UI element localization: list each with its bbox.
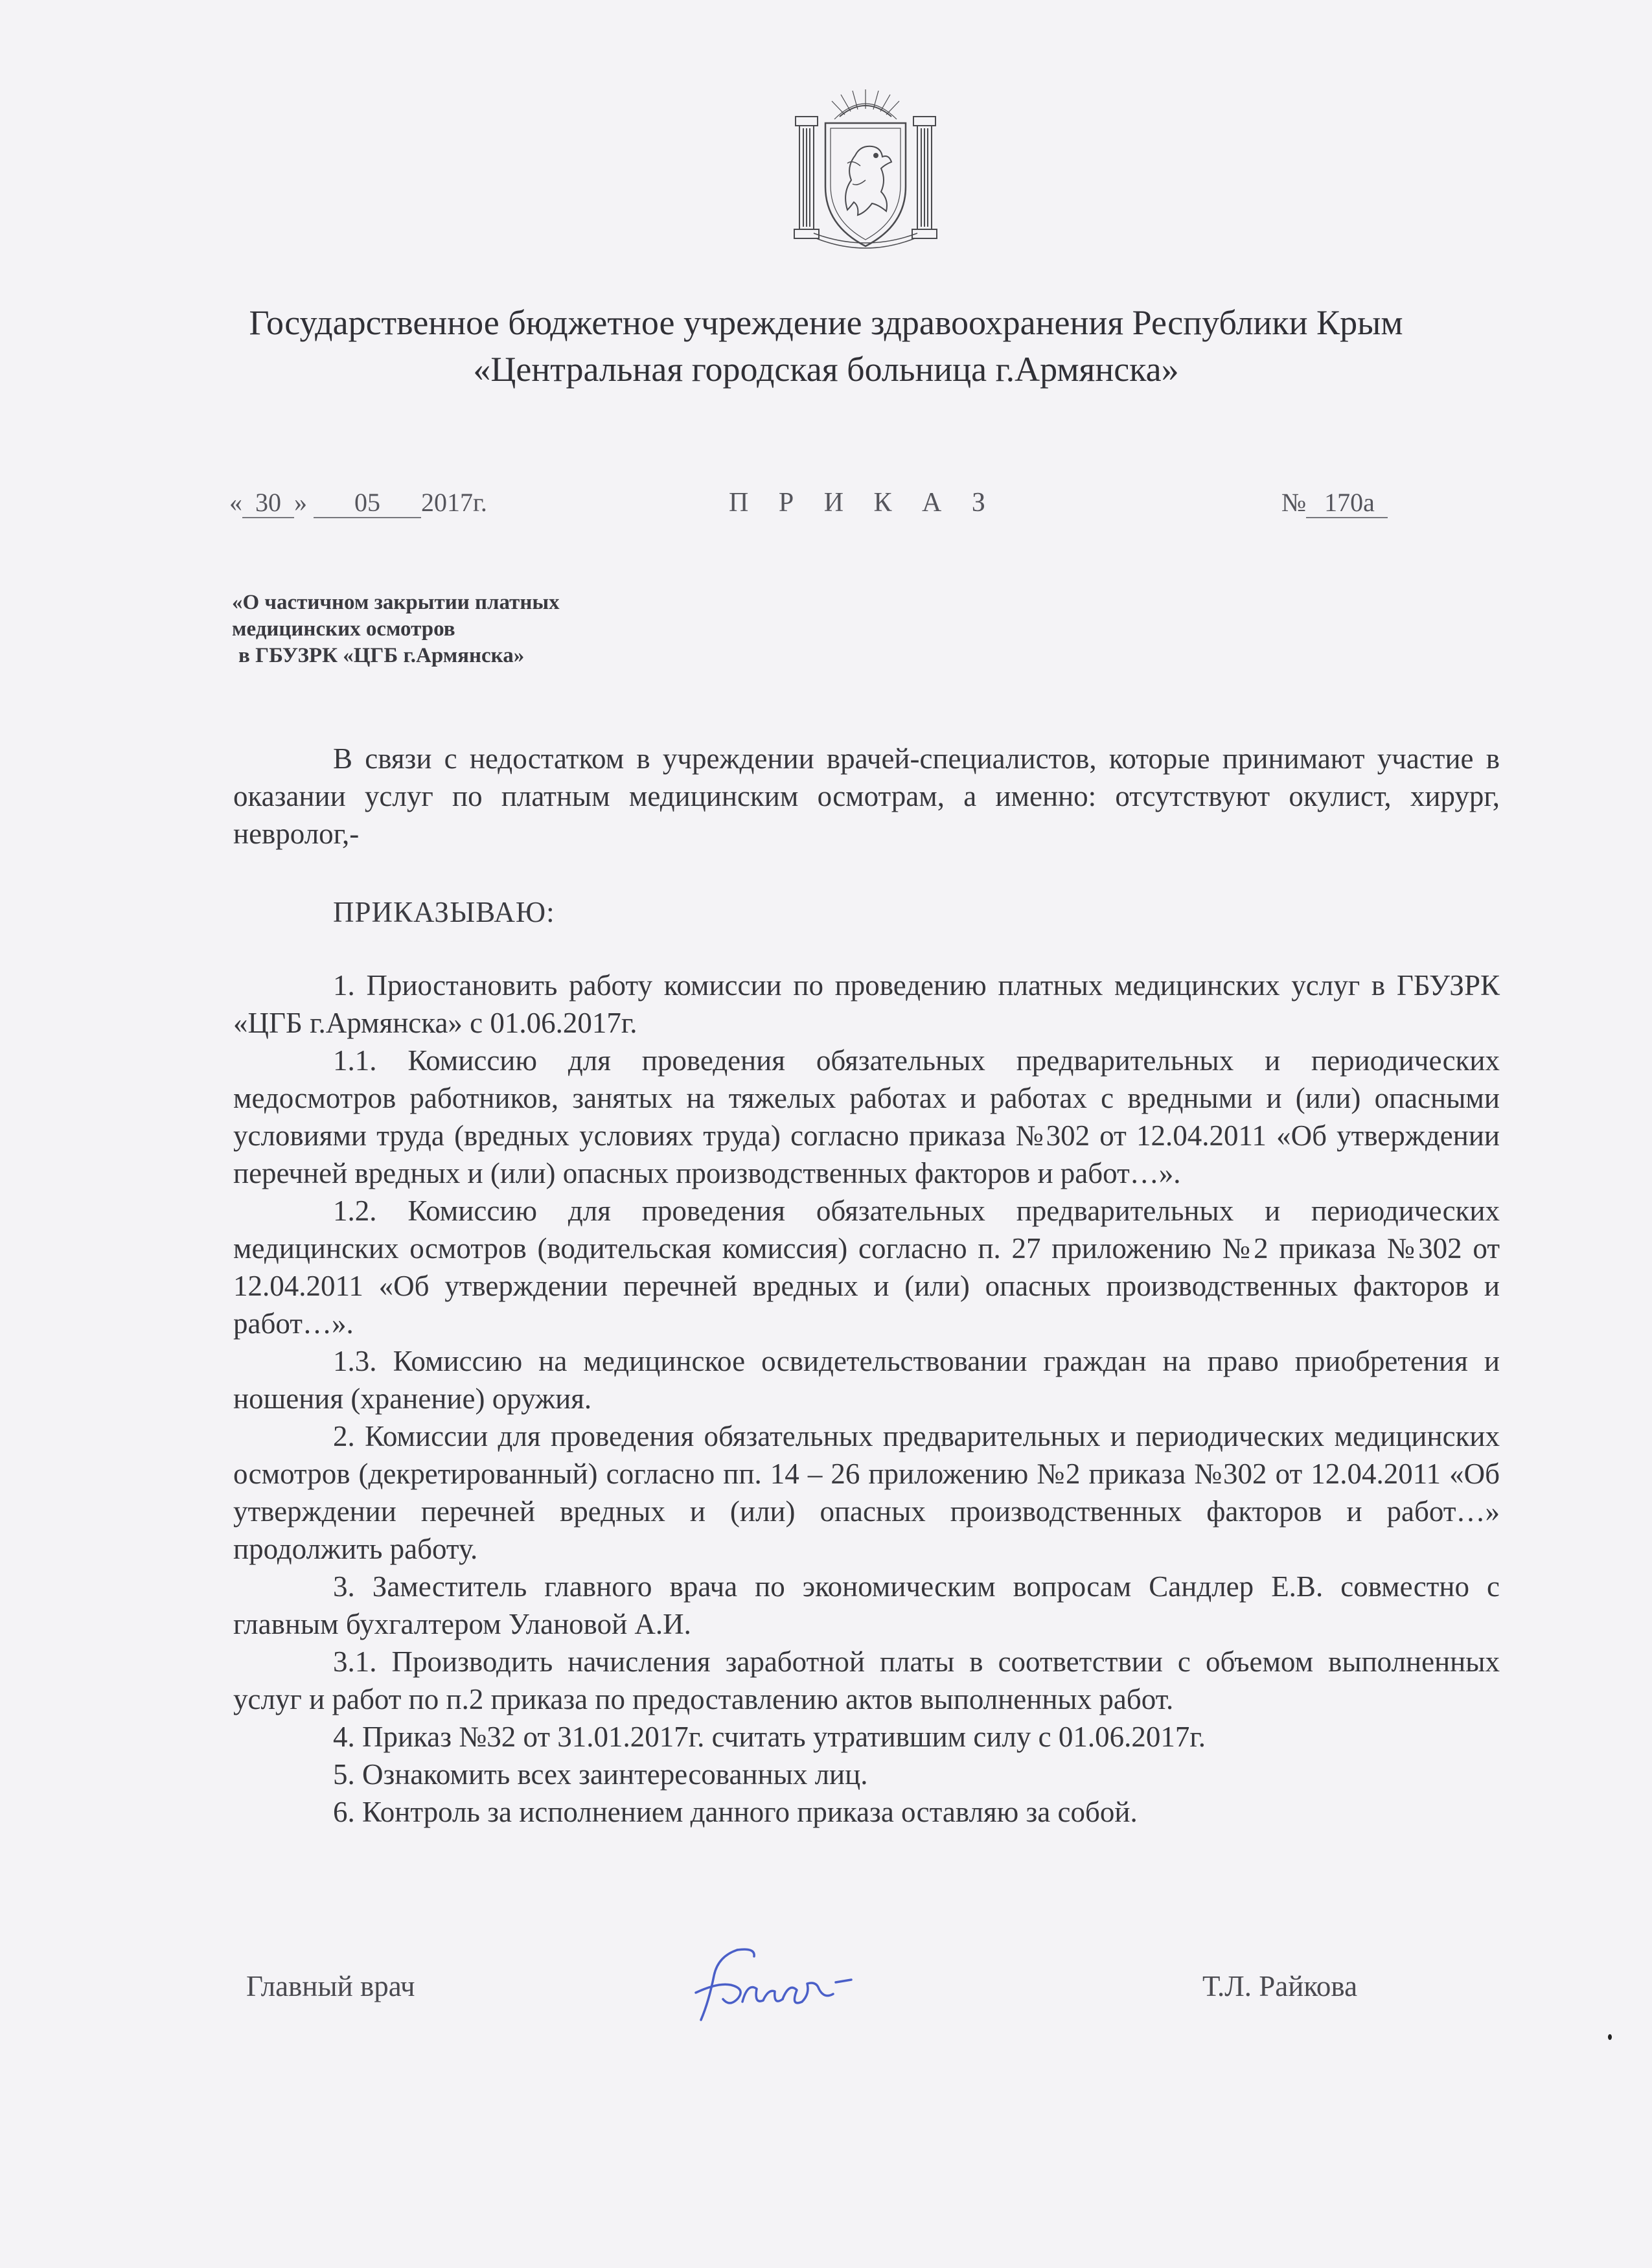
organization-header [194, 299, 1458, 393]
order-title: П Р И К А З [729, 488, 997, 518]
order-item: 1.1. Комиссию для проведения обязательных предварительных и периодических медосмотров работников, занятых на тяжелых работах и работах с вредными и (или) опасными условиями труда (вредных условиях труда) согласно приказа №302 от 12.04.2011 «Об утверждении перечней вредных и (или) опасных производственных факторов и работ…». [233, 1044, 1500, 1189]
subject-line3: в ГБУЗРК «ЦГБ г.Армянска» [238, 644, 525, 667]
crimea-coat-of-arms-icon [775, 83, 956, 258]
order-item: 2. Комиссии для проведения обязательных предварительных и периодических медицинских осмотров (декретированный) согласно пп. 14 – 26 приложению №2 приказа №302 от 12.04.2011 «Об утверждении перечней вредных и (или) опасных производственных факторов и работ…» продолжить работу. [233, 1420, 1500, 1565]
subject-line2: медицинских осмотров [232, 617, 455, 641]
order-item: 1.3. Комиссию на медицинское освидетельствовании граждан на право приобретения и ношения (хранение) оружия. [233, 1345, 1500, 1415]
scan-speck [1608, 2034, 1612, 2040]
order-subject [232, 590, 560, 669]
signatory-position: Главный врач [246, 1970, 415, 2002]
order-date [229, 487, 487, 518]
signatory-name: Т.Л. Райкова [1202, 1970, 1358, 2002]
order-month: 05 [314, 488, 421, 518]
date-quote-open: « [229, 488, 242, 517]
order-item: 4. Приказ №32 от 31.01.2017г. считать утратившим силу с 01.06.2017г. [333, 1721, 1206, 1753]
order-number: 170а [1306, 488, 1388, 518]
order-day: 30 [242, 488, 294, 518]
order-item: 3.1. Производить начисления заработной платы в соответствии с объемом выполненных услуг и работ по п.2 приказа по предоставлению актов выполненных работ. [233, 1645, 1500, 1715]
order-number-prefix: № [1281, 488, 1307, 517]
order-items [233, 967, 1500, 1831]
order-item: 3. Заместитель главного врача по экономическим вопросам Сандлер Е.В. совместно с главным бухгалтером Улановой А.И. [233, 1570, 1500, 1640]
order-directive-heading: ПРИКАЗЫВАЮ: [333, 896, 555, 928]
order-item: 6. Контроль за исполнением данного приказа оставляю за собой. [333, 1796, 1138, 1828]
handwritten-signature [692, 1937, 880, 2034]
order-number-block [1281, 487, 1388, 518]
order-item: 1.2. Комиссию для проведения обязательных предварительных и периодических медицинских осмотров (водительская комиссия) согласно п. 27 приложению №2 приказа №302 от 12.04.2011 «Об утверждении перечней вредных и (или) опасных производственных факторов и работ…». [233, 1195, 1500, 1340]
organization-name-line1: Государственное бюджетное учреждение здравоохранения Республики Крым [249, 303, 1403, 342]
order-year: 2017г. [421, 488, 487, 517]
order-item: 5. Ознакомить всех заинтересованных лиц. [333, 1758, 868, 1791]
subject-line1: «О частичном закрытии платных [232, 591, 560, 614]
date-quote-close: » [294, 488, 307, 517]
order-item: 1. Приостановить работу комиссии по проведению платных медицинских услуг в ГБУЗРК «ЦГБ г.Армянска» с 01.06.2017г. [233, 969, 1500, 1039]
preamble-paragraph: В связи с недостатком в учреждении врачей-специалистов, которые принимают участие в оказании услуг по платным медицинским осмотрам, а именно: отсутствуют окулист, хирург, невролог,- [233, 742, 1500, 850]
organization-name-line2: «Центральная городская больница г.Армянска» [473, 350, 1179, 389]
